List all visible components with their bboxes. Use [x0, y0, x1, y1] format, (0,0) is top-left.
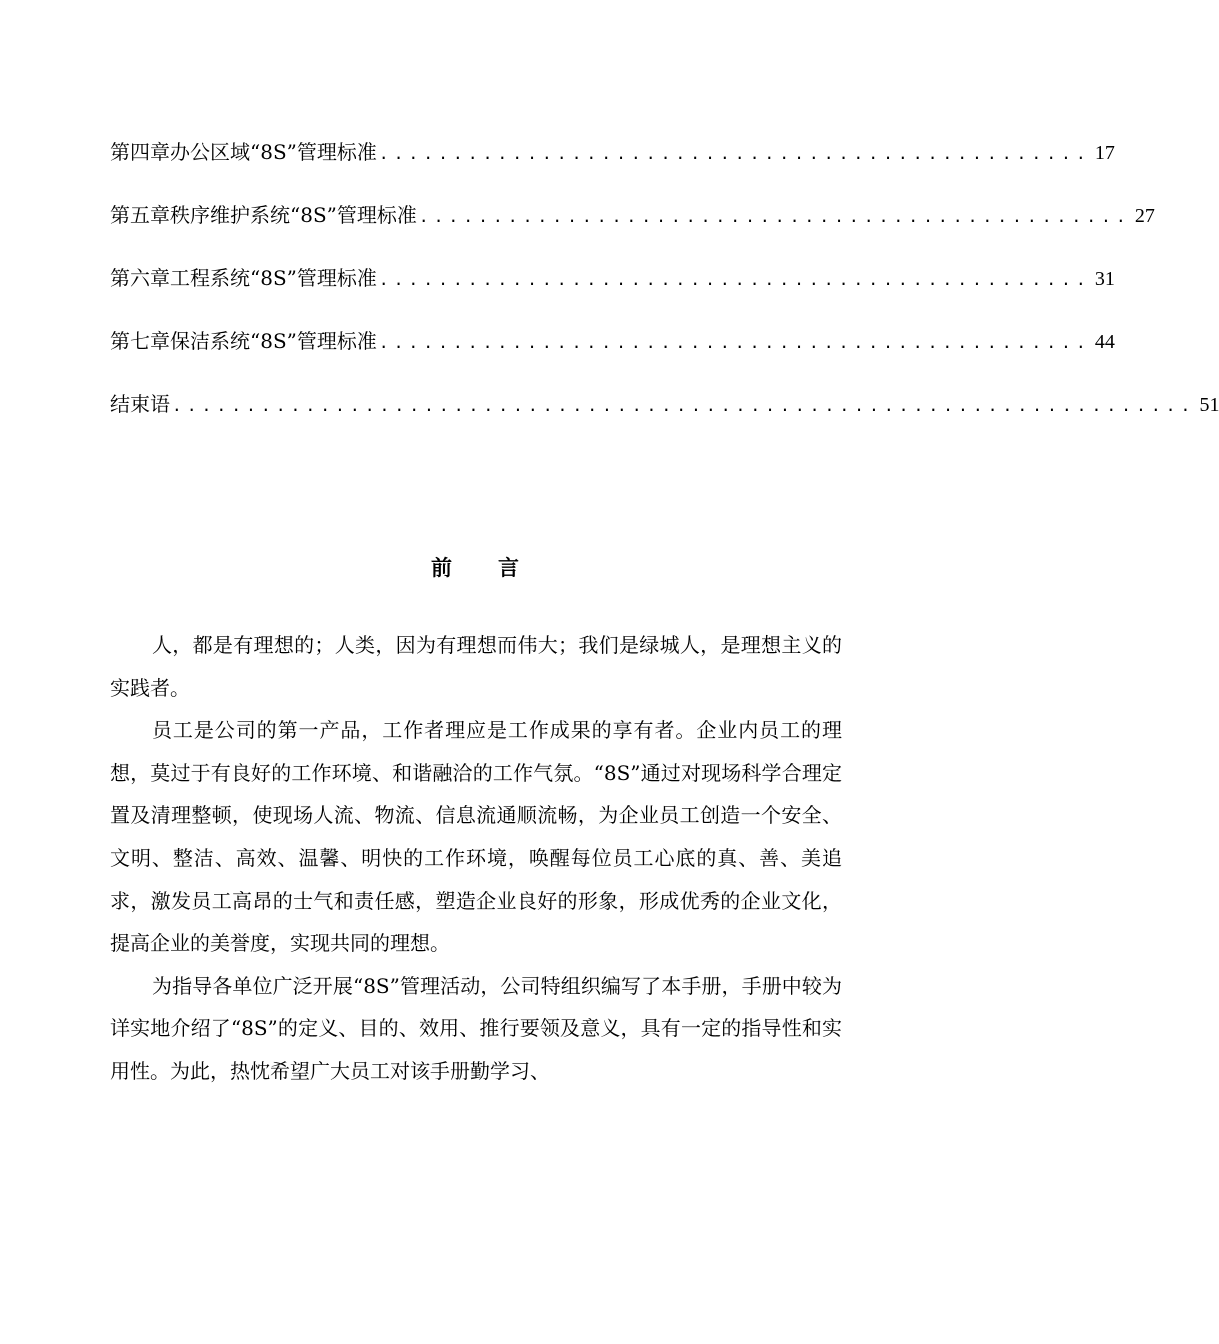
toc-entry-title: 秩序维护系统“8S”管理标准: [170, 203, 417, 227]
preface-paragraph-1: 人，都是有理想的；人类，因为有理想而伟大；我们是绿城人，是理想主义的实践者。: [110, 633, 842, 700]
toc-row-chapter-6[interactable]: [110, 260, 1115, 323]
toc-leader-dots: ................................................: [418, 207, 1131, 226]
toc-page-number: 31: [1094, 268, 1115, 290]
toc-entry-title: 工程系统“8S”管理标准: [170, 266, 377, 290]
toc-page-number: 27: [1134, 205, 1155, 227]
preface-paragraph-3: 为指导各单位广泛开展“8S”管理活动，公司特组织编写了本手册，手册中较为详实地介绍了“8S”的定义、目的、效用、推行要领及意义，具有一定的指导性和实用性。为此，热忱希望广大员工对该手册勤学习、: [110, 973, 842, 1083]
toc-page-number: 51: [1199, 394, 1219, 416]
toc-row-chapter-5[interactable]: [110, 197, 1155, 260]
toc-row-conclusion[interactable]: [110, 386, 1219, 449]
toc-row-chapter-7[interactable]: [110, 323, 1115, 386]
toc-leader-dots: .....................................................................: [172, 396, 1196, 415]
toc-chapter-label: 第六章: [110, 266, 170, 290]
preface-body: [110, 624, 842, 1093]
toc-chapter-label: 第七章: [110, 329, 170, 353]
toc-page-number: 17: [1094, 142, 1115, 164]
toc-chapter-label: 第五章: [110, 203, 170, 227]
toc-leader-dots: ................................................: [378, 144, 1091, 163]
toc-entry-title: 保洁系统“8S”管理标准: [170, 329, 377, 353]
toc-leader-dots: ................................................: [378, 270, 1091, 289]
table-of-contents: [110, 134, 1219, 449]
toc-row-chapter-4[interactable]: [110, 134, 1115, 197]
preface-heading: 前言: [431, 555, 565, 580]
toc-entry-title: 办公区域“8S”管理标准: [170, 140, 377, 164]
toc-leader-dots: ................................................: [378, 333, 1091, 352]
toc-entry-title: 结束语: [110, 392, 170, 416]
toc-page-number: 44: [1094, 331, 1115, 353]
preface-paragraph-2: 员工是公司的第一产品，工作者理应是工作成果的享有者。企业内员工的理想，莫过于有良好的工作环境、和谐融洽的工作气氛。“8S”通过对现场科学合理定置及清理整顿，使现场人流、物流、信息流通顺流畅，为企业员工创造一个安全、文明、整洁、高效、温馨、明快的工作环境，唤醒每位员工心底的真、善、美追求，激发员工高昂的士气和责任感，塑造企业良好的形象，形成优秀的企业文化，提高企业的美誉度，实现共同的理想。: [110, 718, 842, 956]
toc-chapter-label: 第四章: [110, 140, 170, 164]
